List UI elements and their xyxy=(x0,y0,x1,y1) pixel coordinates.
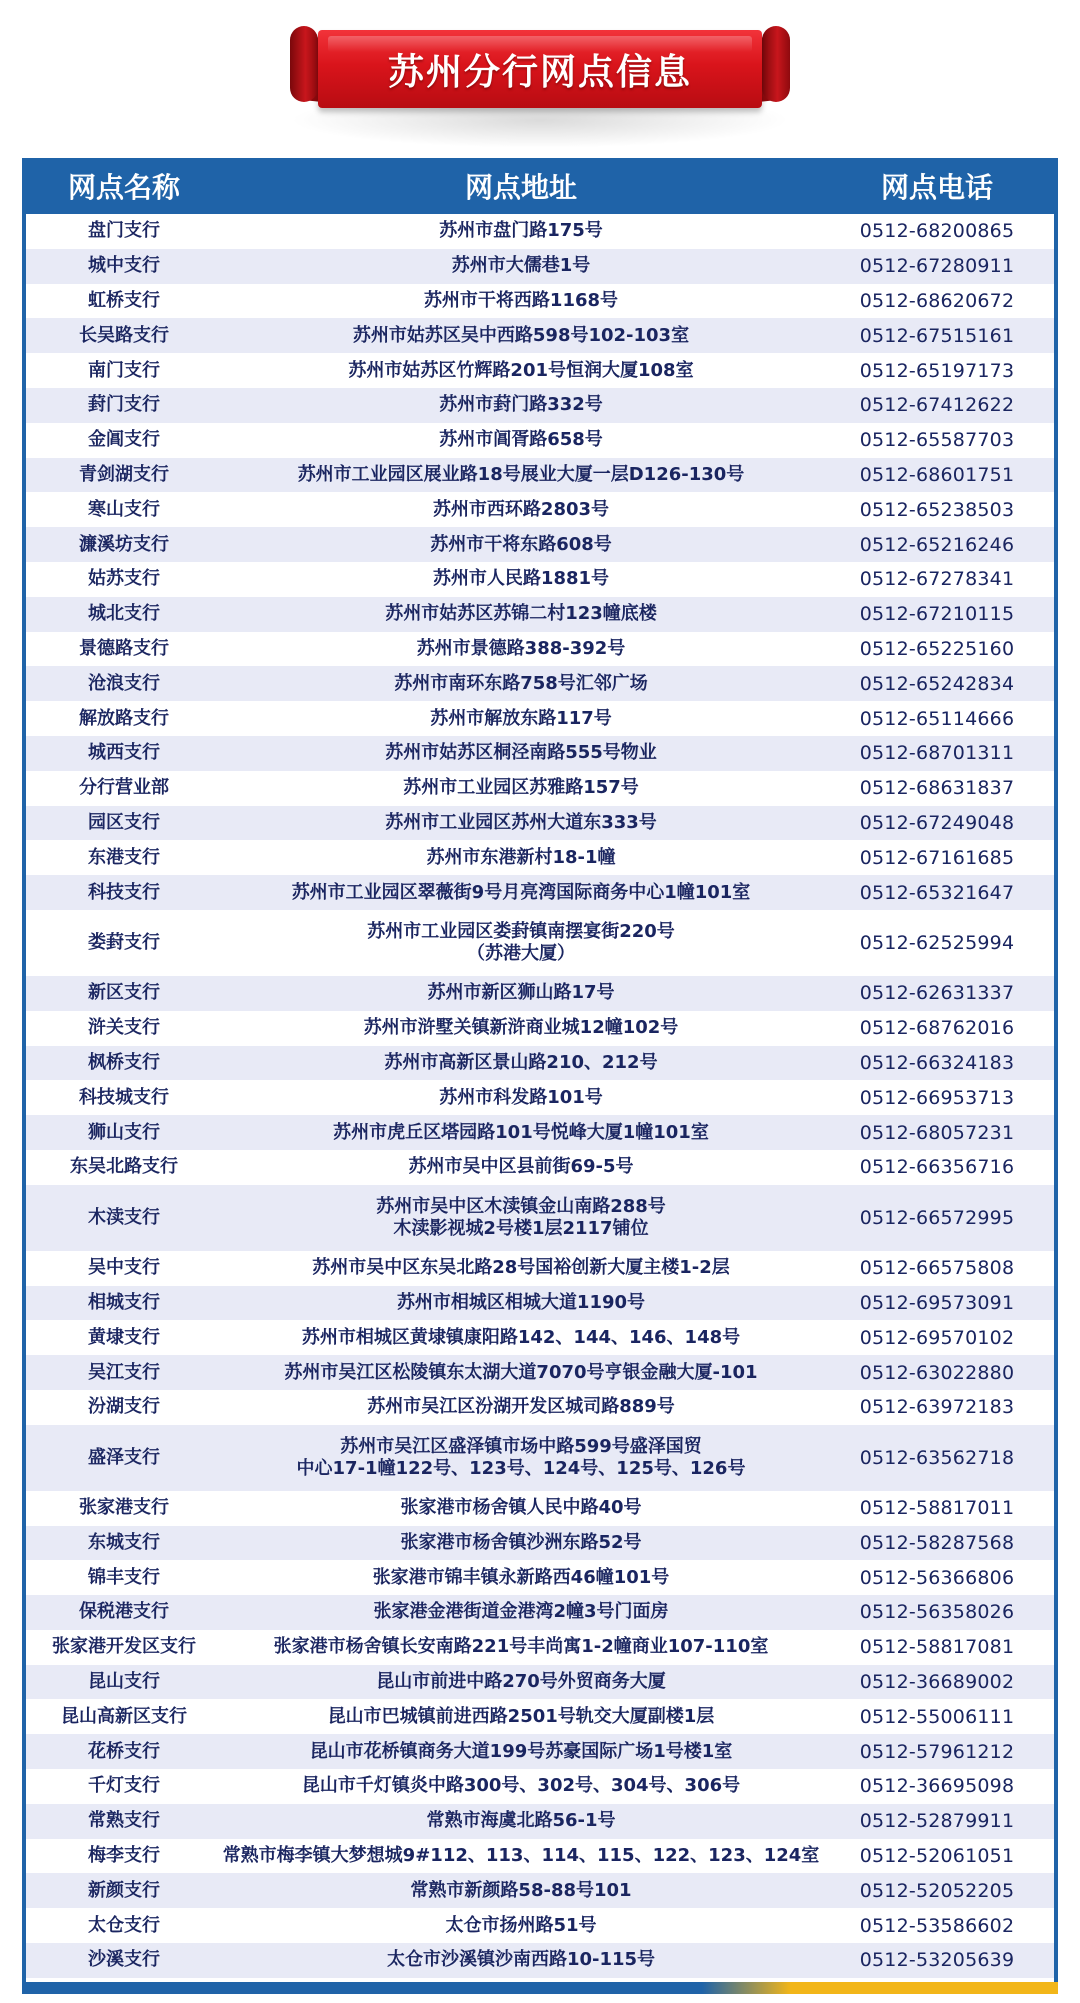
branch-phone: 0512-67210115 xyxy=(859,603,1015,626)
table-header xyxy=(26,158,1054,214)
branch-address xyxy=(222,290,820,312)
table-row xyxy=(26,284,1054,319)
branch-name: 汾湖支行 xyxy=(88,1396,160,1418)
branch-phone: 0512-69573091 xyxy=(859,1291,1015,1314)
branch-phone: 0512-68701311 xyxy=(859,742,1015,765)
address-line: 苏州市景德路388-392号 xyxy=(416,637,626,659)
address-line: 苏州市人民路1881号 xyxy=(432,568,610,590)
branch-name: 盛泽支行 xyxy=(88,1446,160,1468)
table-row xyxy=(26,1080,1054,1115)
branch-name: 城西支行 xyxy=(88,742,160,764)
table-row xyxy=(26,1390,1054,1425)
address-line: 苏州市葑门路332号 xyxy=(439,394,603,416)
table-row xyxy=(26,910,1054,976)
table-row xyxy=(26,771,1054,806)
branch-address xyxy=(222,603,820,625)
branch-name: 姑苏支行 xyxy=(88,568,160,590)
address-line: 苏州市干将东路608号 xyxy=(430,533,612,555)
branch-phone: 0512-63562718 xyxy=(859,1446,1015,1469)
branch-address xyxy=(222,1196,820,1240)
branch-address xyxy=(222,921,820,965)
address-line: 苏州市南环东路758号汇邻广场 xyxy=(394,672,648,694)
address-line: 张家港市杨舍镇长安南路221号丰尚寓1-2幢商业107-110室 xyxy=(273,1636,769,1658)
branch-address xyxy=(222,1567,820,1589)
address-line: 苏州市虎丘区塔园路101号悦峰大厦1幢101室 xyxy=(333,1121,709,1143)
address-line: 苏州市吴中区县前街69-5号 xyxy=(408,1156,634,1178)
page-title: 苏州分行网点信息 xyxy=(387,51,692,93)
branch-address xyxy=(222,534,820,556)
table-row xyxy=(26,840,1054,875)
branch-phone: 0512-65114666 xyxy=(859,707,1015,730)
address-line: （苏港大厦） xyxy=(467,942,575,964)
branch-name: 寒山支行 xyxy=(88,498,160,520)
branch-address xyxy=(222,1810,820,1832)
branch-phone: 0512-56366806 xyxy=(859,1566,1015,1589)
address-line: 木渎影视城2号楼1层2117铺位 xyxy=(393,1217,649,1239)
branch-address xyxy=(222,742,820,764)
address-line: 苏州市干将西路1168号 xyxy=(423,289,619,311)
branch-phone: 0512-65216246 xyxy=(859,533,1015,556)
branch-name: 娄葑支行 xyxy=(88,931,160,953)
branch-phone: 0512-68620672 xyxy=(859,289,1015,312)
ribbon xyxy=(318,30,762,108)
branch-name: 常熟支行 xyxy=(88,1810,160,1832)
address-line: 太仓市沙溪镇沙南西路10-115号 xyxy=(386,1949,656,1971)
table-row xyxy=(26,976,1054,1011)
table-row xyxy=(26,458,1054,493)
branch-phone: 0512-67515161 xyxy=(859,324,1015,347)
branch-phone: 0512-57961212 xyxy=(859,1740,1015,1763)
table-row xyxy=(26,1908,1054,1943)
table-row xyxy=(26,214,1054,249)
branch-address xyxy=(222,1362,820,1384)
branch-name: 相城支行 xyxy=(88,1291,160,1313)
address-line: 昆山市花桥镇商务大道199号苏豪国际广场1号楼1室 xyxy=(309,1740,733,1762)
table-row xyxy=(26,1769,1054,1804)
table-row xyxy=(26,736,1054,771)
branch-address xyxy=(222,568,820,590)
branch-phone: 0512-36695098 xyxy=(859,1775,1015,1798)
branch-address xyxy=(222,1706,820,1728)
table-row xyxy=(26,632,1054,667)
address-line: 昆山市巴城镇前进西路2501号轨交大厦副楼1层 xyxy=(327,1705,715,1727)
branch-phone: 0512-65587703 xyxy=(859,429,1015,452)
address-line: 张家港市锦丰镇永新路西46幢101号 xyxy=(372,1566,670,1588)
table-row xyxy=(26,1150,1054,1185)
branch-name: 科技支行 xyxy=(88,881,160,903)
branch-phone: 0512-52052205 xyxy=(859,1879,1015,1902)
table-row xyxy=(26,492,1054,527)
table-row xyxy=(26,1286,1054,1321)
address-line: 昆山市千灯镇炎中路300号、302号、304号、306号 xyxy=(301,1775,741,1797)
branch-phone: 0512-68631837 xyxy=(859,777,1015,800)
address-line: 太仓市扬州路51号 xyxy=(445,1914,597,1936)
address-line: 张家港市杨舍镇沙洲东路52号 xyxy=(400,1531,642,1553)
address-line: 苏州市吴中区木渎镇金山南路288号 xyxy=(376,1195,666,1217)
table-row xyxy=(26,1115,1054,1150)
table-row xyxy=(26,701,1054,736)
address-line: 昆山市前进中路270号外贸商务大厦 xyxy=(376,1671,666,1693)
branch-address xyxy=(222,429,820,451)
branch-phone: 0512-66356716 xyxy=(859,1156,1015,1179)
address-line: 张家港市杨舍镇人民中路40号 xyxy=(400,1497,642,1519)
table-row xyxy=(26,1491,1054,1526)
branch-address xyxy=(222,708,820,730)
table-row xyxy=(26,1425,1054,1491)
address-line: 苏州市浒墅关镇新浒商业城12幢102号 xyxy=(363,1017,679,1039)
branch-address xyxy=(222,1017,820,1039)
branch-phone: 0512-52061051 xyxy=(859,1845,1015,1868)
branch-phone: 0512-65197173 xyxy=(859,359,1015,382)
branch-name: 园区支行 xyxy=(88,811,160,833)
address-line: 苏州市相城区黄埭镇康阳路142、144、146、148号 xyxy=(301,1326,741,1348)
address-line: 苏州市工业园区娄葑镇南摆宴街220号 xyxy=(367,920,675,942)
branch-address xyxy=(222,1671,820,1693)
branch-address xyxy=(222,1257,820,1279)
branch-phone: 0512-67280911 xyxy=(859,255,1015,278)
branch-address xyxy=(222,673,820,695)
table-row xyxy=(26,666,1054,701)
branch-address xyxy=(222,499,820,521)
address-line: 苏州市新区狮山路17号 xyxy=(427,982,615,1004)
branch-name: 城北支行 xyxy=(88,603,160,625)
branch-table xyxy=(22,158,1058,1993)
branch-name: 城中支行 xyxy=(88,255,160,277)
branch-name: 锦丰支行 xyxy=(88,1566,160,1588)
branch-name: 张家港支行 xyxy=(79,1497,169,1519)
header-phone: 网点电话 xyxy=(880,171,993,204)
branch-address xyxy=(222,220,820,242)
branch-name: 濂溪坊支行 xyxy=(79,533,169,555)
branch-name: 吴江支行 xyxy=(88,1361,160,1383)
branch-address xyxy=(222,982,820,1004)
address-line: 苏州市工业园区翠薇街9号月亮湾国际商务中心1幢101室 xyxy=(291,881,751,903)
table-row xyxy=(26,1734,1054,1769)
branch-name: 吴中支行 xyxy=(88,1257,160,1279)
branch-address xyxy=(222,638,820,660)
branch-name: 黄埭支行 xyxy=(88,1326,160,1348)
ribbon-left-curl xyxy=(290,26,318,102)
branch-name: 狮山支行 xyxy=(88,1121,160,1143)
address-line: 中心17-1幢122号、123号、124号、125号、126号 xyxy=(296,1457,746,1479)
header-address: 网点地址 xyxy=(464,171,577,204)
branch-address xyxy=(222,1052,820,1074)
header-name: 网点名称 xyxy=(67,171,180,204)
branch-address xyxy=(222,1845,820,1867)
branch-address xyxy=(222,464,820,486)
branch-name: 千灯支行 xyxy=(88,1775,160,1797)
table-row xyxy=(26,1630,1054,1665)
address-line: 苏州市解放东路117号 xyxy=(430,707,612,729)
branch-address xyxy=(222,1915,820,1937)
address-line: 苏州市东港新村18-1幢 xyxy=(426,846,616,868)
table-row xyxy=(26,1560,1054,1595)
branch-name: 枫桥支行 xyxy=(88,1051,160,1073)
branch-phone: 0512-53586602 xyxy=(859,1914,1015,1937)
branch-address xyxy=(222,847,820,869)
branch-address xyxy=(222,882,820,904)
table-row xyxy=(26,875,1054,910)
branch-name: 沙溪支行 xyxy=(88,1949,160,1971)
address-line: 苏州市高新区景山路210、212号 xyxy=(384,1051,658,1073)
branch-phone: 0512-66324183 xyxy=(859,1051,1015,1074)
branch-address xyxy=(222,1327,820,1349)
branch-name: 解放路支行 xyxy=(79,707,169,729)
branch-name: 虹桥支行 xyxy=(88,289,160,311)
address-line: 苏州市盘门路175号 xyxy=(439,220,603,242)
branch-phone: 0512-69570102 xyxy=(859,1326,1015,1349)
branch-phone: 0512-36689002 xyxy=(859,1671,1015,1694)
branch-name: 东城支行 xyxy=(88,1531,160,1553)
address-line: 苏州市工业园区苏州大道东333号 xyxy=(385,811,657,833)
branch-name: 科技城支行 xyxy=(79,1086,169,1108)
table-row xyxy=(26,353,1054,388)
address-line: 苏州市工业园区展业路18号展业大厦一层D126-130号 xyxy=(297,463,745,485)
branch-name: 木渎支行 xyxy=(88,1206,160,1228)
address-line: 苏州市相城区相城大道1190号 xyxy=(396,1291,646,1313)
address-line: 张家港金港街道金港湾2幢3号门面房 xyxy=(373,1601,669,1623)
table-row xyxy=(26,527,1054,562)
branch-address xyxy=(222,1156,820,1178)
table-row xyxy=(26,318,1054,353)
table-row xyxy=(26,1873,1054,1908)
address-line: 常熟市新颜路58-88号101 xyxy=(410,1879,632,1901)
table-row xyxy=(26,1185,1054,1251)
branch-address xyxy=(222,255,820,277)
branch-name: 新颜支行 xyxy=(88,1879,160,1901)
branch-phone: 0512-56358026 xyxy=(859,1601,1015,1624)
branch-phone: 0512-68200865 xyxy=(859,220,1015,243)
branch-address xyxy=(222,812,820,834)
address-line: 苏州市姑苏区竹辉路201号恒润大厦108室 xyxy=(348,359,694,381)
branch-name: 保税港支行 xyxy=(79,1601,169,1623)
branch-phone: 0512-58287568 xyxy=(859,1531,1015,1554)
bottom-stripe-gold xyxy=(702,1982,1058,1994)
table-row xyxy=(26,388,1054,423)
branch-name: 梅李支行 xyxy=(88,1845,160,1867)
address-line: 苏州市姑苏区苏锦二村123幢底楼 xyxy=(385,603,657,625)
branch-phone: 0512-68601751 xyxy=(859,463,1015,486)
table-row xyxy=(26,806,1054,841)
branch-name: 太仓支行 xyxy=(88,1914,160,1936)
address-line: 苏州市吴江区汾湖开发区城司路889号 xyxy=(367,1396,675,1418)
table-row xyxy=(26,1011,1054,1046)
branch-name: 葑门支行 xyxy=(88,394,160,416)
branch-name: 花桥支行 xyxy=(88,1740,160,1762)
branch-address xyxy=(222,1497,820,1519)
table-row xyxy=(26,1595,1054,1630)
bottom-stripe-blue xyxy=(22,1982,702,1994)
address-line: 苏州市姑苏区吴中西路598号102-103室 xyxy=(352,324,690,346)
table-row xyxy=(26,1526,1054,1561)
branch-phone: 0512-67278341 xyxy=(859,568,1015,591)
branch-address xyxy=(222,1636,820,1658)
branch-name: 景德路支行 xyxy=(79,637,169,659)
branch-address xyxy=(222,1436,820,1480)
table-row xyxy=(26,1699,1054,1734)
branch-address xyxy=(222,1292,820,1314)
branch-address xyxy=(222,394,820,416)
address-line: 苏州市工业园区苏雅路157号 xyxy=(403,777,639,799)
branch-phone: 0512-67249048 xyxy=(859,811,1015,834)
table-row xyxy=(26,1251,1054,1286)
address-line: 常熟市海虞北路56-1号 xyxy=(426,1810,616,1832)
table-row xyxy=(26,1839,1054,1874)
branch-phone: 0512-58817081 xyxy=(859,1636,1015,1659)
branch-name: 东吴北路支行 xyxy=(70,1156,178,1178)
bottom-stripe xyxy=(22,1982,1058,1994)
address-line: 常熟市梅李镇大梦想城9#112、113、114、115、122、123、124室 xyxy=(222,1845,820,1867)
address-line: 苏州市姑苏区桐泾南路555号物业 xyxy=(385,742,657,764)
branch-phone: 0512-67412622 xyxy=(859,394,1015,417)
branch-phone: 0512-55006111 xyxy=(859,1705,1015,1728)
branch-name: 昆山高新区支行 xyxy=(61,1705,187,1727)
branch-phone: 0512-67161685 xyxy=(859,846,1015,869)
ribbon-right-curl xyxy=(762,26,790,102)
branch-phone: 0512-63972183 xyxy=(859,1396,1015,1419)
branch-phone: 0512-68762016 xyxy=(859,1017,1015,1040)
branch-address xyxy=(222,777,820,799)
branch-address xyxy=(222,1601,820,1623)
table-row xyxy=(26,1804,1054,1839)
table-row xyxy=(26,1355,1054,1390)
branch-address xyxy=(222,1122,820,1144)
branch-phone: 0512-66572995 xyxy=(859,1206,1015,1229)
address-line: 苏州市吴中区东吴北路28号国裕创新大厦主楼1-2层 xyxy=(312,1257,730,1279)
branch-name: 张家港开发区支行 xyxy=(52,1636,196,1658)
branch-address xyxy=(222,1741,820,1763)
branch-name: 新区支行 xyxy=(88,982,160,1004)
branch-address xyxy=(222,1532,820,1554)
table-row xyxy=(26,597,1054,632)
address-line: 苏州市大儒巷1号 xyxy=(451,255,591,277)
branch-phone: 0512-65321647 xyxy=(859,881,1015,904)
address-line: 苏州市阊胥路658号 xyxy=(439,429,603,451)
address-line: 苏州市吴江区松陵镇东太湖大道7070号亨银金融大厦-101 xyxy=(284,1361,758,1383)
branch-phone: 0512-66953713 xyxy=(859,1086,1015,1109)
table-row xyxy=(26,1665,1054,1700)
branch-phone: 0512-62631337 xyxy=(859,982,1015,1005)
table-row xyxy=(26,1943,1054,1978)
branch-name: 沧浪支行 xyxy=(88,672,160,694)
address-line: 苏州市科发路101号 xyxy=(439,1086,603,1108)
address-line: 苏州市西环路2803号 xyxy=(432,498,610,520)
branch-phone: 0512-65242834 xyxy=(859,672,1015,695)
branch-phone: 0512-52879911 xyxy=(859,1810,1015,1833)
table-row xyxy=(26,1320,1054,1355)
branch-phone: 0512-65238503 xyxy=(859,498,1015,521)
table-body xyxy=(26,214,1054,1978)
branch-phone: 0512-63022880 xyxy=(859,1361,1015,1384)
branch-name: 南门支行 xyxy=(88,359,160,381)
branch-name: 浒关支行 xyxy=(88,1017,160,1039)
branch-address xyxy=(222,1880,820,1902)
branch-address xyxy=(222,1396,820,1418)
branch-address xyxy=(222,1775,820,1797)
branch-phone: 0512-66575808 xyxy=(859,1257,1015,1280)
branch-name: 青剑湖支行 xyxy=(79,463,169,485)
table-row xyxy=(26,562,1054,597)
branch-name: 昆山支行 xyxy=(88,1671,160,1693)
branch-phone: 0512-62525994 xyxy=(859,931,1015,954)
branch-name: 分行营业部 xyxy=(79,777,169,799)
branch-phone: 0512-65225160 xyxy=(859,637,1015,660)
branch-phone: 0512-58817011 xyxy=(859,1497,1015,1520)
branch-name: 长吴路支行 xyxy=(79,324,169,346)
table-row xyxy=(26,249,1054,284)
branch-name: 盘门支行 xyxy=(88,220,160,242)
branch-phone: 0512-53205639 xyxy=(859,1949,1015,1972)
branch-name: 金阊支行 xyxy=(88,429,160,451)
address-line: 苏州市吴江区盛泽镇市场中路599号盛泽国贸 xyxy=(340,1435,702,1457)
branch-address xyxy=(222,360,820,382)
table-row xyxy=(26,423,1054,458)
branch-address xyxy=(222,1949,820,1971)
table-row xyxy=(26,1046,1054,1081)
title-banner xyxy=(0,0,1080,150)
branch-name: 东港支行 xyxy=(88,846,160,868)
branch-phone: 0512-68057231 xyxy=(859,1121,1015,1144)
branch-address xyxy=(222,325,820,347)
branch-address xyxy=(222,1087,820,1109)
